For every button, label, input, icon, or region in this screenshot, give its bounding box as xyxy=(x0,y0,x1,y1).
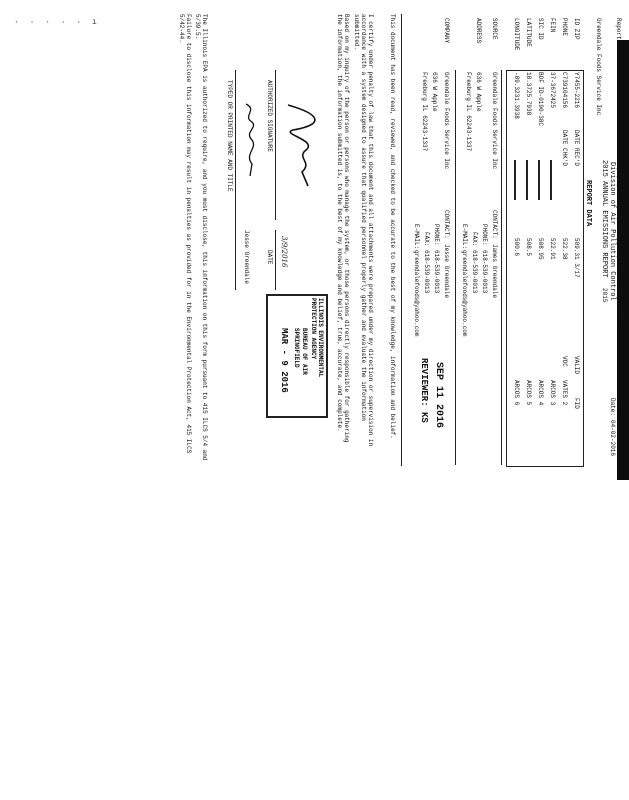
id-row-label: ID ZIP xyxy=(573,18,580,40)
signature-label: AUTHORIZED SIGNATURE xyxy=(266,80,273,153)
id-row-label: SIC ID xyxy=(537,18,544,40)
company-email-label: E-MAIL: xyxy=(413,224,420,250)
id-row-value: -89.3231.3938 xyxy=(513,72,520,119)
divider xyxy=(401,14,402,466)
printed-name-label: TYPED OR PRINTED NAME AND TITLE xyxy=(226,80,233,192)
redaction-mark xyxy=(514,160,516,200)
id-row-figure: 508.5 xyxy=(525,238,532,257)
company-name: Greendale Foods Service Inc xyxy=(443,72,450,170)
agency-name: Illinois Environmental Protection Agency xyxy=(616,160,624,329)
received-stamp: SEP 11 2016 xyxy=(433,362,444,429)
right-col-value: ARCOS 5 xyxy=(525,380,532,406)
certification-text-1: This document has been read, reviewed, and checked to be accurate to the best of my knowledge, information and belief. xyxy=(389,14,396,439)
right-col-value: ARCOS 4 xyxy=(537,380,544,406)
company-fax: 618-539-0013 xyxy=(423,250,430,294)
id-row-value: 37-3672425 xyxy=(549,72,556,109)
mailing-line2: Freeburg IL 62243-1337 xyxy=(465,72,472,152)
company-line2: Freeburg IL 62243-1337 xyxy=(421,72,428,152)
signature-line xyxy=(275,70,276,220)
id-row-figure: 522.38 xyxy=(561,238,568,260)
report-date: 04-02-2016 xyxy=(609,420,616,457)
certification-text-3: Based on my inquiry of the person or persons who manage the system, or those persons directly responsible for gathering the information, the information submitted is, to the best of my knowledge and belief, true, accurate, and complete. xyxy=(336,14,350,443)
source-email-label: E-MAIL: xyxy=(461,224,468,250)
stamp-date: MAR - 9 2016 xyxy=(279,328,289,393)
printed-name: Jesse Greendale xyxy=(243,230,250,285)
source-email: greendalefoods@yahoo.com xyxy=(461,250,468,337)
id-row-figure: 508.95 xyxy=(537,238,544,260)
date-label: Date: xyxy=(609,398,616,417)
stamp-agency: ILLINOIS ENVIRONMENTAL PROTECTION AGENCY xyxy=(310,298,324,378)
id-row-status: DATE REC'D xyxy=(573,130,580,167)
bureau-name: Division of Air Pollution Control xyxy=(608,162,616,301)
stamp-city: SPRINGFIELD xyxy=(293,328,300,368)
handwritten-signature xyxy=(278,100,328,190)
facility-name: Greendale Foods Service Inc xyxy=(595,18,602,116)
source-label: SOURCE xyxy=(491,18,498,40)
company-fax-label: FAX: xyxy=(423,232,430,247)
scan-corner-marks: · · · · · ı xyxy=(14,18,100,27)
id-row-figure: 500.6 xyxy=(513,238,520,257)
redaction-mark xyxy=(538,160,540,200)
date-line xyxy=(275,230,276,290)
footer-disclosure: The Illinois EPA is authorized to require, and you must disclose, this information on this form pursuant to 415 ILCS 5/4 and 5/39.5. xyxy=(194,14,208,461)
id-row-value: C739104156 xyxy=(561,72,568,109)
source-contact-label: CONTACT: xyxy=(491,210,498,239)
divider xyxy=(501,70,502,465)
company-phone: 618-539-0013 xyxy=(433,250,440,294)
id-row-label: PHONE xyxy=(561,18,568,37)
stamp-bureau: BUREAU OF AIR xyxy=(301,328,308,375)
source-contact: James Greendale xyxy=(491,244,498,299)
page-label: Page: xyxy=(617,398,624,417)
right-col-label: VOC xyxy=(561,356,568,367)
company-phone-label: PHONE: xyxy=(433,224,440,246)
right-col-label: VALID xyxy=(573,356,580,375)
id-row-value: BOF ID-0190-38C xyxy=(537,72,544,127)
right-col-value: ARCOS 6 xyxy=(513,380,520,406)
company-line1: 636 W Apple xyxy=(431,72,438,112)
company-email: greendalefoods@yahoo.com xyxy=(413,250,420,337)
redaction-mark xyxy=(550,160,552,200)
company-label: COMPANY xyxy=(443,18,450,44)
rotated-report-page xyxy=(28,10,628,470)
mailing-label: ADDRESS xyxy=(475,18,482,44)
page-number: 11 xyxy=(617,422,624,430)
section-title: REPORT DATA xyxy=(584,180,592,227)
id-row-label: LATITUDE xyxy=(525,18,532,47)
reviewer-initials: REVIEWER: KS xyxy=(419,358,429,423)
source-phone-label: PHONE: xyxy=(481,224,488,246)
id-row-value: 18.3725.7938 xyxy=(525,72,532,116)
right-col-value: VATES 2 xyxy=(561,380,568,406)
right-col-value: FID xyxy=(573,398,580,409)
id-row-figure: 509.31 3/17 xyxy=(573,238,580,278)
id-row-label: FEIN xyxy=(549,18,556,33)
id-row-status: DATE CHK'D xyxy=(561,130,568,167)
report-number: Report: RCP8133 xyxy=(615,18,622,73)
source-name: Greendale Foods Service Inc xyxy=(491,72,498,170)
report-year: 2015 xyxy=(601,288,608,303)
mailing-line1: 636 W Apple xyxy=(475,72,482,112)
divider xyxy=(455,70,456,465)
report-title: 2015 ANNUAL EMISSIONS REPORT xyxy=(600,160,608,278)
company-contact: Jesse Greendale xyxy=(443,244,450,299)
id-row-label: LONGITUDE xyxy=(513,18,520,51)
date-label: DATE xyxy=(266,250,273,265)
id-row-value: Y7455-2216 xyxy=(573,72,580,109)
redaction-mark xyxy=(526,160,528,200)
source-fax: 618-539-0013 xyxy=(471,250,478,294)
company-contact-label: CONTACT: xyxy=(443,210,450,239)
certification-text-2: I certify under penalty of law that this document and all attachments were prepared under my direction or supervision in accordance with a system designed to assure that qualified personnel properly gather and evaluate the information submitted. xyxy=(353,14,374,447)
signature-date: 3/9/2016 xyxy=(280,236,288,268)
source-phone: 618-539-0013 xyxy=(481,250,488,294)
right-col-value: ARCOS 3 xyxy=(549,380,556,406)
printed-name-line xyxy=(235,70,236,290)
id-row-figure: 522.91 xyxy=(549,238,556,260)
source-fax-label: FAX: xyxy=(471,232,478,247)
footer-penalty: Failure to disclose this information may result in penalties as provided for in the Environmental Protection Act, 415 ILCS 5/42-44. xyxy=(178,14,192,454)
handwritten-name xyxy=(238,100,262,180)
